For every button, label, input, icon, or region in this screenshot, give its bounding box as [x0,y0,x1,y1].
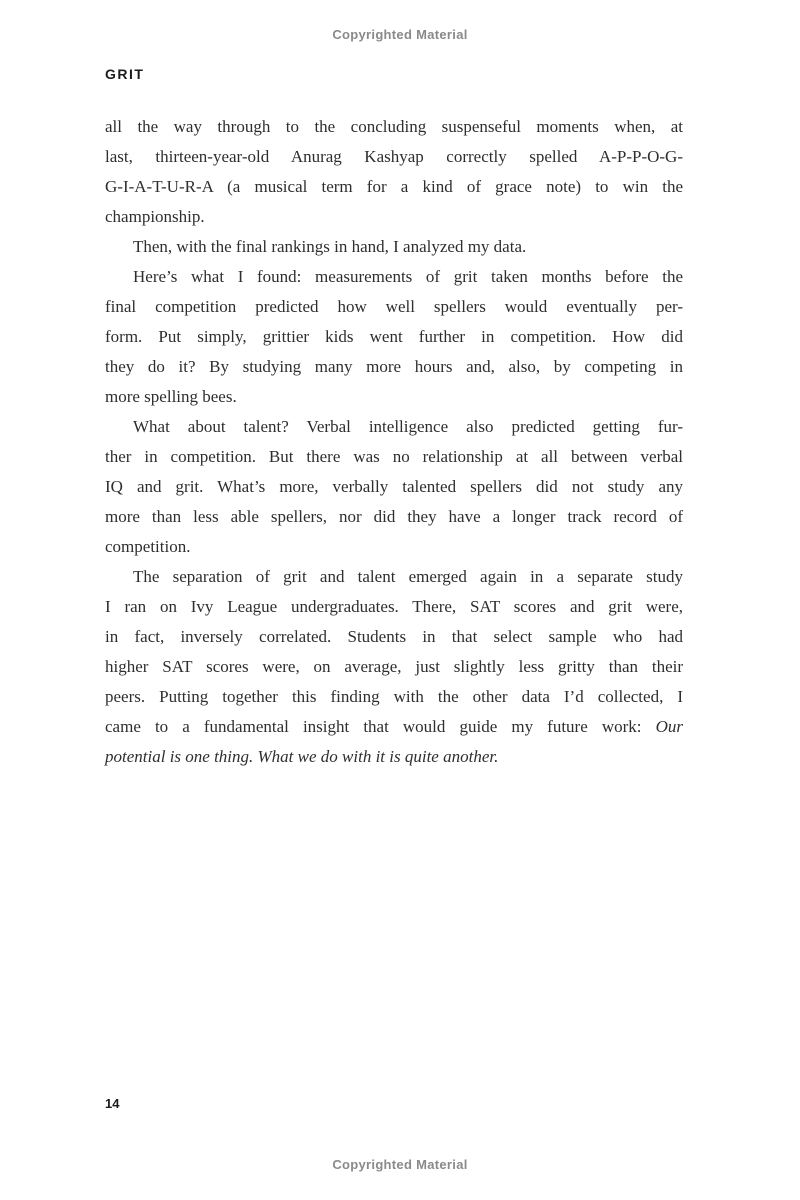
page-number: 14 [105,1096,120,1111]
text-line: more than less able spellers, nor did they have a longer track record of [105,507,683,526]
copyright-header: Copyrighted Material [332,27,468,42]
text-line: The separation of grit and talent emerged again in a separate study [133,567,683,586]
running-head: GRIT [105,66,145,82]
text-line: higher SAT scores were, on average, just slightly less gritty than their [105,657,683,676]
text-line: competition. [105,537,191,556]
text-line: last, thirteen-year-old Anurag Kashyap correctly spelled A-P-P-O-G- [105,147,683,166]
text-line: in fact, inversely correlated. Students in that select sample who had [105,627,683,646]
text-line: potential is one thing. What we do with it is quite another. [105,747,499,766]
copyright-footer: Copyrighted Material [332,1157,468,1172]
text-line: What about talent? Verbal intelligence also predicted getting fur- [133,417,683,436]
body-text [105,112,683,772]
text-line: peers. Putting together this finding with the other data I’d collected, I [105,687,683,706]
text-line: Then, with the final rankings in hand, I analyzed my data. [133,237,527,256]
text-line: championship. [105,207,205,226]
text-line: form. Put simply, grittier kids went further in competition. How did [105,327,683,346]
text-line: I ran on Ivy League undergraduates. There, SAT scores and grit were, [105,597,683,616]
text-line: Here’s what I found: measurements of grit taken months before the [133,267,683,286]
text-line: more spelling bees. [105,387,237,406]
text-line: final competition predicted how well spellers would eventually per- [105,297,683,316]
text-line: they do it? By studying many more hours and, also, by competing in [105,357,683,376]
text-line: IQ and grit. What’s more, verbally talented spellers did not study any [105,477,683,496]
text-line: ther in competition. But there was no relationship at all between verbal [105,447,683,466]
text-line: G-I-A-T-U-R-A (a musical term for a kind of grace note) to win the [105,177,683,196]
text-line: all the way through to the concluding suspenseful moments when, at [105,117,683,136]
text-line: came to a fundamental insight that would guide my future work: Our [105,717,683,736]
